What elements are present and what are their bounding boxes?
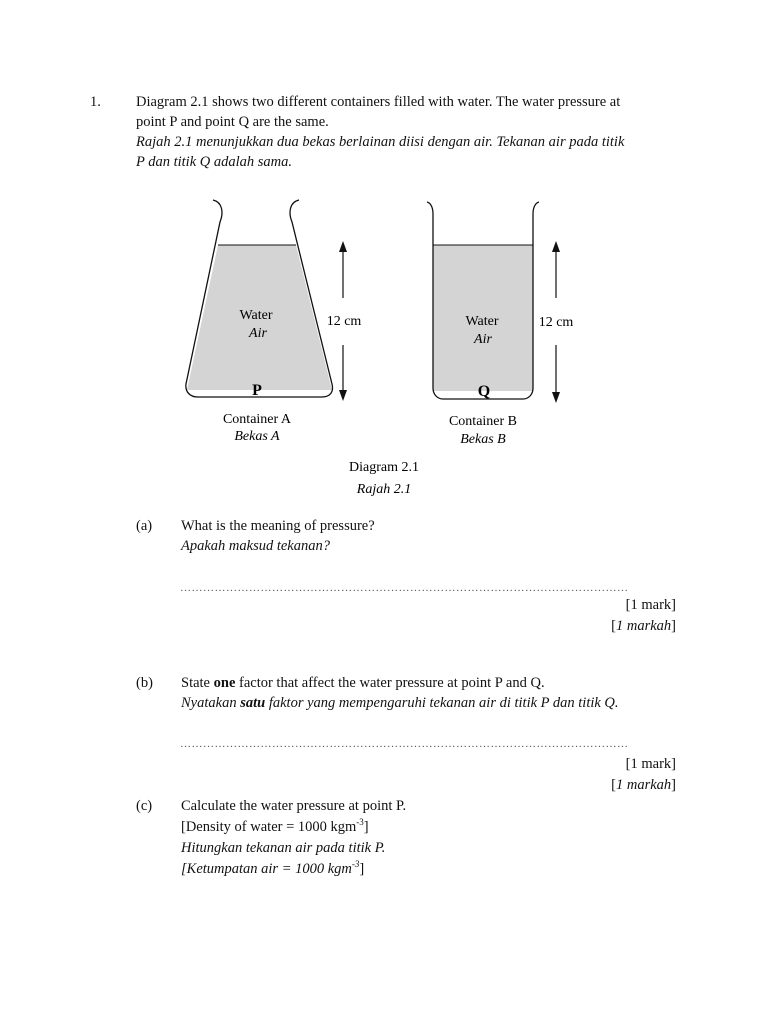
part-a-mark-malay-text: 1 markah: [615, 618, 672, 634]
part-c-text-english: Calculate the water pressure at point P.: [181, 798, 407, 814]
container-a-air-label: Air: [249, 326, 267, 341]
part-a-mark-malay: [611, 618, 676, 635]
part-b-text-post: factor that affect the water pressure at point P and Q.: [235, 675, 545, 691]
container-b-caption: Container B: [448, 414, 518, 429]
intro-malay-line-1: Rajah 2.1 menunjukkan dua bekas berlainan diisi dengan air. Tekanan air pada titik: [136, 134, 625, 150]
container-b-caption-malay: Bekas B: [460, 432, 506, 447]
part-a-mark-malay-close: ]: [671, 618, 676, 634]
density-english-exponent: -3: [356, 817, 364, 828]
container-a: [186, 200, 333, 399]
part-b-malay-pre: Nyatakan: [181, 695, 241, 711]
part-b-question: [181, 673, 619, 713]
part-c-density-english: [181, 817, 406, 838]
container-a-water-label: Water: [239, 308, 273, 323]
intro-english-line-1: Diagram 2.1 shows two different containers filled with water. The water pressure at: [136, 94, 621, 110]
density-malay-text: [Ketumpatan air = 1000 kgm: [181, 861, 352, 877]
container-a-caption: Container A: [222, 412, 292, 427]
part-a-mark: [1 mark]: [625, 597, 676, 613]
point-q-label: Q: [477, 383, 491, 400]
diagram-caption: Diagram 2.1: [349, 460, 419, 475]
container-a-caption-malay: Bekas A: [234, 429, 280, 444]
part-b-mark-malay-close: ]: [671, 777, 676, 793]
intro-malay-line-2: P dan titik Q adalah sama.: [136, 154, 293, 170]
part-b-text-bold: one: [213, 675, 236, 691]
container-b: [427, 202, 539, 400]
density-malay-close: ]: [359, 861, 365, 877]
part-b-malay-post: faktor yang mempengaruhi tekanan air di titik P dan titik Q.: [265, 695, 619, 711]
part-a-mark-malay-open: [: [611, 618, 616, 634]
part-b-answer-line[interactable]: ………………………………………………………………………………………………………: [180, 738, 629, 750]
part-b-text-pre: State: [181, 675, 214, 691]
part-b-mark-malay: [611, 777, 676, 794]
part-b-text-malay: [181, 693, 619, 713]
part-a-answer-line[interactable]: ………………………………………………………………………………………………………: [180, 582, 629, 594]
part-c-density-malay: [181, 859, 406, 880]
point-p-label: P: [252, 382, 262, 399]
part-a-question: [181, 516, 375, 556]
part-b-mark-malay-text: 1 markah: [615, 777, 672, 793]
part-a-label: (a): [136, 518, 153, 534]
part-b-mark-malay-open: [: [611, 777, 616, 793]
part-b-mark: [1 mark]: [625, 756, 676, 772]
container-b-water-label: Water: [465, 314, 499, 329]
diagram-caption-malay: Rajah 2.1: [356, 482, 412, 497]
height-arrow-b: [539, 241, 574, 403]
density-english-close: ]: [363, 819, 369, 835]
part-a-text-english: What is the meaning of pressure?: [181, 518, 375, 534]
part-c-text-malay: Hitungkan tekanan air pada titik P.: [181, 840, 386, 856]
intro-english-line-2: point P and point Q are the same.: [136, 114, 329, 130]
question-number: 1.: [90, 94, 101, 110]
part-b-malay-bold: satu: [240, 695, 266, 711]
part-a-text-malay: Apakah maksud tekanan?: [181, 538, 330, 554]
container-b-air-label: Air: [474, 332, 492, 347]
density-english-text: [Density of water = 1000 kgm: [181, 819, 357, 835]
density-malay-exponent: -3: [351, 859, 360, 870]
part-b-text-english: [181, 673, 619, 693]
part-c-question: [181, 796, 406, 880]
container-b-height-label: 12 cm: [538, 315, 574, 330]
height-arrow-a: [327, 241, 362, 401]
container-a-height-label: 12 cm: [326, 314, 362, 329]
part-c-label: (c): [136, 798, 153, 814]
part-b-label: (b): [136, 675, 153, 691]
